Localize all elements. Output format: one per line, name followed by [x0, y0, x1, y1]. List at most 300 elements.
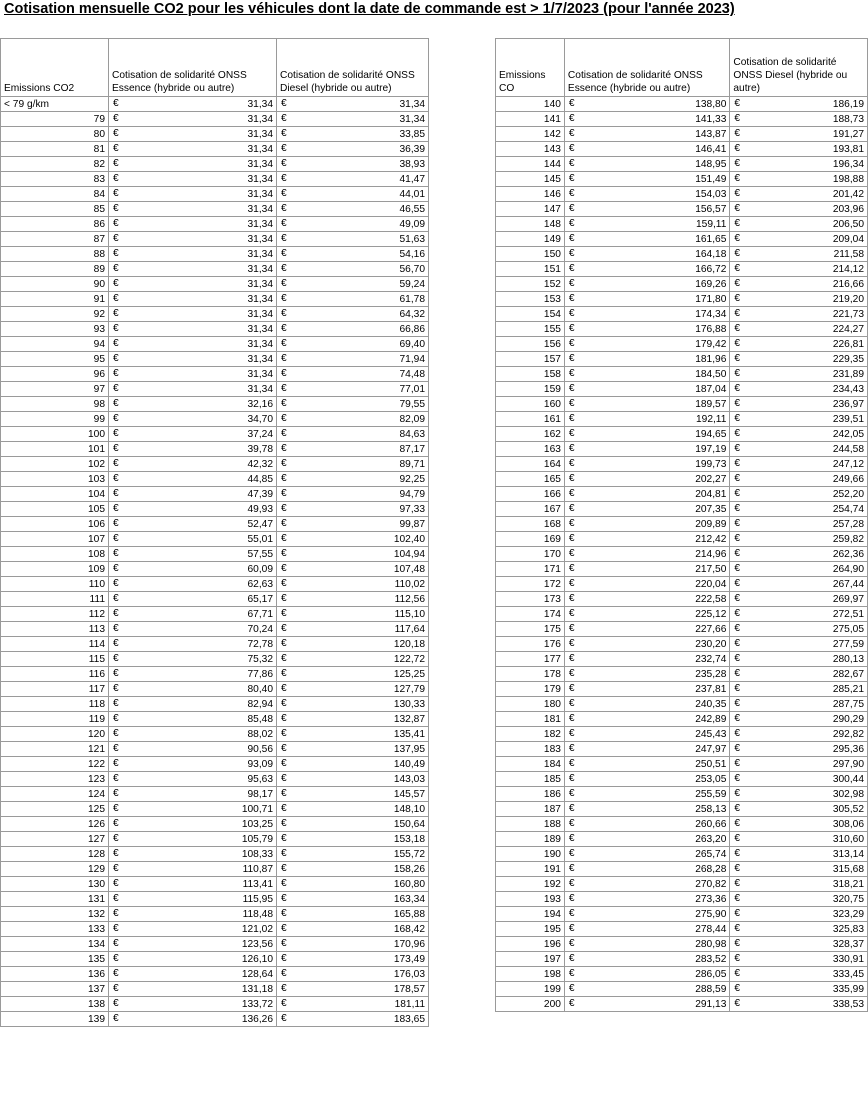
emissions-cell[interactable]: 134	[1, 937, 109, 952]
essence-cell[interactable]	[109, 637, 277, 652]
essence-cell[interactable]	[564, 442, 729, 457]
diesel-cell[interactable]	[730, 157, 868, 172]
diesel-cell[interactable]	[730, 412, 868, 427]
diesel-cell[interactable]	[277, 502, 429, 517]
diesel-cell[interactable]	[730, 907, 868, 922]
diesel-cell[interactable]	[730, 982, 868, 997]
diesel-cell[interactable]	[730, 262, 868, 277]
essence-cell[interactable]	[564, 982, 729, 997]
emissions-cell[interactable]: 142	[496, 127, 565, 142]
diesel-cell[interactable]	[277, 562, 429, 577]
diesel-cell[interactable]	[277, 352, 429, 367]
diesel-cell[interactable]	[277, 922, 429, 937]
emissions-cell[interactable]: 171	[496, 562, 565, 577]
essence-cell[interactable]	[109, 982, 277, 997]
diesel-cell[interactable]	[277, 877, 429, 892]
essence-cell[interactable]	[564, 127, 729, 142]
diesel-cell[interactable]	[277, 532, 429, 547]
essence-cell[interactable]	[109, 487, 277, 502]
emissions-cell[interactable]: 182	[496, 727, 565, 742]
essence-cell[interactable]	[109, 322, 277, 337]
essence-cell[interactable]	[564, 457, 729, 472]
diesel-cell[interactable]	[277, 157, 429, 172]
emissions-cell[interactable]: 107	[1, 532, 109, 547]
diesel-cell[interactable]	[730, 532, 868, 547]
essence-cell[interactable]	[109, 952, 277, 967]
diesel-cell[interactable]	[730, 577, 868, 592]
essence-cell[interactable]	[564, 997, 729, 1012]
diesel-cell[interactable]	[730, 997, 868, 1012]
essence-cell[interactable]	[564, 757, 729, 772]
emissions-cell[interactable]: 91	[1, 292, 109, 307]
diesel-cell[interactable]	[730, 622, 868, 637]
diesel-cell[interactable]	[277, 367, 429, 382]
diesel-cell[interactable]	[277, 517, 429, 532]
emissions-cell[interactable]: 84	[1, 187, 109, 202]
emissions-cell[interactable]: 192	[496, 877, 565, 892]
emissions-cell[interactable]: 104	[1, 487, 109, 502]
essence-cell[interactable]	[109, 172, 277, 187]
emissions-cell[interactable]: 139	[1, 1012, 109, 1027]
essence-cell[interactable]	[109, 142, 277, 157]
diesel-cell[interactable]	[277, 97, 429, 112]
essence-cell[interactable]	[564, 937, 729, 952]
essence-cell[interactable]	[564, 322, 729, 337]
emissions-cell[interactable]: 195	[496, 922, 565, 937]
essence-cell[interactable]	[564, 817, 729, 832]
diesel-cell[interactable]	[730, 757, 868, 772]
essence-cell[interactable]	[109, 772, 277, 787]
emissions-cell[interactable]: 116	[1, 667, 109, 682]
essence-cell[interactable]	[109, 757, 277, 772]
emissions-cell[interactable]: 105	[1, 502, 109, 517]
emissions-cell[interactable]: 196	[496, 937, 565, 952]
diesel-cell[interactable]	[730, 427, 868, 442]
emissions-cell[interactable]: 101	[1, 442, 109, 457]
essence-cell[interactable]	[109, 262, 277, 277]
essence-cell[interactable]	[109, 847, 277, 862]
diesel-cell[interactable]	[277, 817, 429, 832]
diesel-cell[interactable]	[277, 892, 429, 907]
diesel-cell[interactable]	[277, 472, 429, 487]
essence-cell[interactable]	[109, 1012, 277, 1027]
essence-cell[interactable]	[564, 607, 729, 622]
essence-cell[interactable]	[564, 217, 729, 232]
emissions-cell[interactable]: 98	[1, 397, 109, 412]
diesel-cell[interactable]	[730, 832, 868, 847]
diesel-cell[interactable]	[277, 907, 429, 922]
emissions-cell[interactable]: 136	[1, 967, 109, 982]
emissions-cell[interactable]: 94	[1, 337, 109, 352]
diesel-cell[interactable]	[277, 247, 429, 262]
essence-cell[interactable]	[109, 817, 277, 832]
essence-cell[interactable]	[109, 127, 277, 142]
emissions-cell[interactable]: 183	[496, 742, 565, 757]
essence-cell[interactable]	[109, 247, 277, 262]
essence-cell[interactable]	[564, 292, 729, 307]
essence-cell[interactable]	[109, 442, 277, 457]
essence-cell[interactable]	[564, 202, 729, 217]
emissions-cell[interactable]: 157	[496, 352, 565, 367]
essence-cell[interactable]	[564, 877, 729, 892]
diesel-cell[interactable]	[730, 937, 868, 952]
essence-cell[interactable]	[109, 922, 277, 937]
emissions-cell[interactable]: 179	[496, 682, 565, 697]
emissions-cell[interactable]: 186	[496, 787, 565, 802]
essence-cell[interactable]	[109, 412, 277, 427]
emissions-cell[interactable]: 141	[496, 112, 565, 127]
essence-cell[interactable]	[109, 727, 277, 742]
essence-cell[interactable]	[564, 562, 729, 577]
diesel-cell[interactable]	[277, 667, 429, 682]
diesel-cell[interactable]	[730, 352, 868, 367]
emissions-cell[interactable]: 149	[496, 232, 565, 247]
diesel-cell[interactable]	[277, 997, 429, 1012]
essence-cell[interactable]	[109, 652, 277, 667]
diesel-cell[interactable]	[730, 442, 868, 457]
essence-cell[interactable]	[564, 952, 729, 967]
emissions-cell[interactable]: 79	[1, 112, 109, 127]
emissions-cell[interactable]: 151	[496, 262, 565, 277]
emissions-cell[interactable]: 181	[496, 712, 565, 727]
diesel-cell[interactable]	[730, 247, 868, 262]
diesel-cell[interactable]	[277, 292, 429, 307]
emissions-cell[interactable]: 129	[1, 862, 109, 877]
emissions-cell[interactable]: 165	[496, 472, 565, 487]
essence-cell[interactable]	[109, 187, 277, 202]
header-essence[interactable]: Cotisation de solidarité ONSS Essence (hybride ou autre)	[109, 39, 277, 97]
diesel-cell[interactable]	[730, 592, 868, 607]
emissions-cell[interactable]: 169	[496, 532, 565, 547]
emissions-cell[interactable]: 83	[1, 172, 109, 187]
essence-cell[interactable]	[564, 742, 729, 757]
diesel-cell[interactable]	[277, 142, 429, 157]
essence-cell[interactable]	[109, 457, 277, 472]
emissions-cell[interactable]: 133	[1, 922, 109, 937]
diesel-cell[interactable]	[277, 682, 429, 697]
essence-cell[interactable]	[109, 112, 277, 127]
essence-cell[interactable]	[109, 832, 277, 847]
essence-cell[interactable]	[564, 367, 729, 382]
essence-cell[interactable]	[564, 832, 729, 847]
emissions-cell[interactable]: 160	[496, 397, 565, 412]
diesel-cell[interactable]	[730, 97, 868, 112]
diesel-cell[interactable]	[730, 727, 868, 742]
emissions-cell[interactable]: 147	[496, 202, 565, 217]
essence-cell[interactable]	[109, 892, 277, 907]
essence-cell[interactable]	[109, 472, 277, 487]
diesel-cell[interactable]	[277, 412, 429, 427]
essence-cell[interactable]	[564, 652, 729, 667]
essence-cell[interactable]	[109, 232, 277, 247]
diesel-cell[interactable]	[730, 712, 868, 727]
essence-cell[interactable]	[564, 712, 729, 727]
diesel-cell[interactable]	[277, 757, 429, 772]
essence-cell[interactable]	[109, 307, 277, 322]
emissions-cell[interactable]: 175	[496, 622, 565, 637]
diesel-cell[interactable]	[277, 397, 429, 412]
diesel-cell[interactable]	[277, 952, 429, 967]
emissions-cell[interactable]: 131	[1, 892, 109, 907]
diesel-cell[interactable]	[277, 622, 429, 637]
diesel-cell[interactable]	[730, 802, 868, 817]
essence-cell[interactable]	[109, 787, 277, 802]
diesel-cell[interactable]	[277, 697, 429, 712]
header-emissions[interactable]: Emissions CO	[496, 39, 565, 97]
emissions-cell[interactable]: 86	[1, 217, 109, 232]
emissions-cell[interactable]: 118	[1, 697, 109, 712]
diesel-cell[interactable]	[277, 1012, 429, 1027]
emissions-cell[interactable]: 150	[496, 247, 565, 262]
emissions-cell[interactable]: 89	[1, 262, 109, 277]
emissions-cell[interactable]: 120	[1, 727, 109, 742]
emissions-cell[interactable]: 137	[1, 982, 109, 997]
essence-cell[interactable]	[564, 427, 729, 442]
essence-cell[interactable]	[109, 292, 277, 307]
essence-cell[interactable]	[564, 847, 729, 862]
essence-cell[interactable]	[109, 427, 277, 442]
diesel-cell[interactable]	[730, 637, 868, 652]
diesel-cell[interactable]	[277, 232, 429, 247]
emissions-cell[interactable]: 130	[1, 877, 109, 892]
essence-cell[interactable]	[564, 547, 729, 562]
emissions-cell[interactable]: 156	[496, 337, 565, 352]
essence-cell[interactable]	[564, 247, 729, 262]
emissions-cell[interactable]: 122	[1, 757, 109, 772]
essence-cell[interactable]	[564, 352, 729, 367]
emissions-cell[interactable]: 166	[496, 487, 565, 502]
emissions-cell[interactable]: 177	[496, 652, 565, 667]
emissions-cell[interactable]: 162	[496, 427, 565, 442]
emissions-cell[interactable]: 125	[1, 802, 109, 817]
essence-cell[interactable]	[564, 697, 729, 712]
diesel-cell[interactable]	[277, 187, 429, 202]
essence-cell[interactable]	[564, 472, 729, 487]
essence-cell[interactable]	[564, 382, 729, 397]
emissions-cell[interactable]: 185	[496, 772, 565, 787]
header-diesel[interactable]: Cotisation de solidarité ONSS Diesel (hybride ou autre)	[730, 39, 868, 97]
emissions-cell[interactable]: 148	[496, 217, 565, 232]
essence-cell[interactable]	[109, 712, 277, 727]
emissions-cell[interactable]: 164	[496, 457, 565, 472]
essence-cell[interactable]	[564, 112, 729, 127]
essence-cell[interactable]	[109, 382, 277, 397]
emissions-cell[interactable]: 144	[496, 157, 565, 172]
emissions-cell[interactable]: 143	[496, 142, 565, 157]
diesel-cell[interactable]	[277, 832, 429, 847]
emissions-cell[interactable]: 172	[496, 577, 565, 592]
emissions-cell[interactable]: 80	[1, 127, 109, 142]
emissions-cell[interactable]: 152	[496, 277, 565, 292]
diesel-cell[interactable]	[730, 862, 868, 877]
diesel-cell[interactable]	[277, 172, 429, 187]
essence-cell[interactable]	[109, 202, 277, 217]
diesel-cell[interactable]	[730, 322, 868, 337]
diesel-cell[interactable]	[730, 217, 868, 232]
emissions-cell[interactable]: 82	[1, 157, 109, 172]
diesel-cell[interactable]	[277, 802, 429, 817]
diesel-cell[interactable]	[277, 967, 429, 982]
diesel-cell[interactable]	[730, 382, 868, 397]
diesel-cell[interactable]	[730, 142, 868, 157]
essence-cell[interactable]	[564, 412, 729, 427]
diesel-cell[interactable]	[277, 742, 429, 757]
diesel-cell[interactable]	[730, 952, 868, 967]
diesel-cell[interactable]	[277, 592, 429, 607]
emissions-cell[interactable]: 97	[1, 382, 109, 397]
emissions-cell[interactable]: 174	[496, 607, 565, 622]
diesel-cell[interactable]	[730, 187, 868, 202]
diesel-cell[interactable]	[730, 922, 868, 937]
essence-cell[interactable]	[109, 802, 277, 817]
emissions-cell[interactable]: 170	[496, 547, 565, 562]
emissions-cell[interactable]: 124	[1, 787, 109, 802]
emissions-cell[interactable]: 81	[1, 142, 109, 157]
emissions-cell[interactable]: 158	[496, 367, 565, 382]
emissions-cell[interactable]: 95	[1, 352, 109, 367]
diesel-cell[interactable]	[730, 172, 868, 187]
emissions-cell[interactable]: 189	[496, 832, 565, 847]
emissions-cell[interactable]: 138	[1, 997, 109, 1012]
diesel-cell[interactable]	[730, 472, 868, 487]
emissions-cell[interactable]: 167	[496, 502, 565, 517]
emissions-cell[interactable]: 180	[496, 697, 565, 712]
diesel-cell[interactable]	[730, 457, 868, 472]
emissions-cell[interactable]: 184	[496, 757, 565, 772]
emissions-cell[interactable]: 155	[496, 322, 565, 337]
essence-cell[interactable]	[109, 397, 277, 412]
emissions-cell[interactable]: 115	[1, 652, 109, 667]
diesel-cell[interactable]	[730, 547, 868, 562]
essence-cell[interactable]	[109, 697, 277, 712]
essence-cell[interactable]	[109, 532, 277, 547]
essence-cell[interactable]	[564, 232, 729, 247]
essence-cell[interactable]	[564, 172, 729, 187]
emissions-cell[interactable]: 111	[1, 592, 109, 607]
diesel-cell[interactable]	[277, 712, 429, 727]
diesel-cell[interactable]	[277, 982, 429, 997]
diesel-cell[interactable]	[730, 742, 868, 757]
diesel-cell[interactable]	[730, 502, 868, 517]
essence-cell[interactable]	[109, 607, 277, 622]
emissions-cell[interactable]: 109	[1, 562, 109, 577]
essence-cell[interactable]	[109, 502, 277, 517]
emissions-cell[interactable]: 112	[1, 607, 109, 622]
diesel-cell[interactable]	[277, 577, 429, 592]
diesel-cell[interactable]	[277, 382, 429, 397]
essence-cell[interactable]	[109, 997, 277, 1012]
diesel-cell[interactable]	[277, 457, 429, 472]
diesel-cell[interactable]	[277, 127, 429, 142]
essence-cell[interactable]	[109, 967, 277, 982]
emissions-cell[interactable]: 198	[496, 967, 565, 982]
essence-cell[interactable]	[564, 682, 729, 697]
diesel-cell[interactable]	[277, 727, 429, 742]
essence-cell[interactable]	[109, 622, 277, 637]
essence-cell[interactable]	[564, 907, 729, 922]
diesel-cell[interactable]	[277, 607, 429, 622]
diesel-cell[interactable]	[730, 667, 868, 682]
emissions-cell[interactable]: 106	[1, 517, 109, 532]
emissions-cell[interactable]: 108	[1, 547, 109, 562]
essence-cell[interactable]	[564, 487, 729, 502]
header-essence[interactable]: Cotisation de solidarité ONSS Essence (hybride ou autre)	[564, 39, 729, 97]
diesel-cell[interactable]	[277, 217, 429, 232]
diesel-cell[interactable]	[277, 202, 429, 217]
diesel-cell[interactable]	[730, 232, 868, 247]
diesel-cell[interactable]	[730, 517, 868, 532]
essence-cell[interactable]	[564, 142, 729, 157]
emissions-cell[interactable]: 121	[1, 742, 109, 757]
essence-cell[interactable]	[564, 772, 729, 787]
emissions-cell[interactable]: 187	[496, 802, 565, 817]
emissions-cell[interactable]: 193	[496, 892, 565, 907]
essence-cell[interactable]	[564, 262, 729, 277]
diesel-cell[interactable]	[277, 337, 429, 352]
essence-cell[interactable]	[109, 562, 277, 577]
diesel-cell[interactable]	[730, 367, 868, 382]
diesel-cell[interactable]	[730, 787, 868, 802]
diesel-cell[interactable]	[277, 277, 429, 292]
diesel-cell[interactable]	[277, 322, 429, 337]
diesel-cell[interactable]	[730, 697, 868, 712]
essence-cell[interactable]	[109, 592, 277, 607]
emissions-cell[interactable]: 110	[1, 577, 109, 592]
emissions-cell[interactable]: 88	[1, 247, 109, 262]
emissions-cell[interactable]: 168	[496, 517, 565, 532]
header-emissions[interactable]: Emissions CO2	[1, 39, 109, 97]
emissions-cell[interactable]: 119	[1, 712, 109, 727]
essence-cell[interactable]	[564, 592, 729, 607]
diesel-cell[interactable]	[277, 787, 429, 802]
emissions-cell[interactable]: 140	[496, 97, 565, 112]
emissions-cell[interactable]: 173	[496, 592, 565, 607]
essence-cell[interactable]	[109, 157, 277, 172]
diesel-cell[interactable]	[730, 772, 868, 787]
emissions-cell[interactable]: 113	[1, 622, 109, 637]
essence-cell[interactable]	[564, 622, 729, 637]
essence-cell[interactable]	[109, 577, 277, 592]
diesel-cell[interactable]	[730, 112, 868, 127]
essence-cell[interactable]	[564, 787, 729, 802]
emissions-cell[interactable]: 132	[1, 907, 109, 922]
diesel-cell[interactable]	[277, 262, 429, 277]
emissions-cell[interactable]: 114	[1, 637, 109, 652]
essence-cell[interactable]	[109, 547, 277, 562]
essence-cell[interactable]	[109, 367, 277, 382]
diesel-cell[interactable]	[730, 967, 868, 982]
emissions-cell[interactable]: 200	[496, 997, 565, 1012]
emissions-cell[interactable]: 92	[1, 307, 109, 322]
essence-cell[interactable]	[564, 862, 729, 877]
emissions-cell[interactable]: 146	[496, 187, 565, 202]
essence-cell[interactable]	[109, 742, 277, 757]
essence-cell[interactable]	[109, 682, 277, 697]
diesel-cell[interactable]	[730, 847, 868, 862]
emissions-cell[interactable]: 135	[1, 952, 109, 967]
essence-cell[interactable]	[564, 397, 729, 412]
emissions-cell[interactable]: 96	[1, 367, 109, 382]
essence-cell[interactable]	[564, 727, 729, 742]
diesel-cell[interactable]	[730, 877, 868, 892]
diesel-cell[interactable]	[277, 442, 429, 457]
essence-cell[interactable]	[564, 97, 729, 112]
emissions-cell[interactable]: 178	[496, 667, 565, 682]
essence-cell[interactable]	[564, 577, 729, 592]
diesel-cell[interactable]	[277, 427, 429, 442]
essence-cell[interactable]	[564, 517, 729, 532]
diesel-cell[interactable]	[730, 487, 868, 502]
